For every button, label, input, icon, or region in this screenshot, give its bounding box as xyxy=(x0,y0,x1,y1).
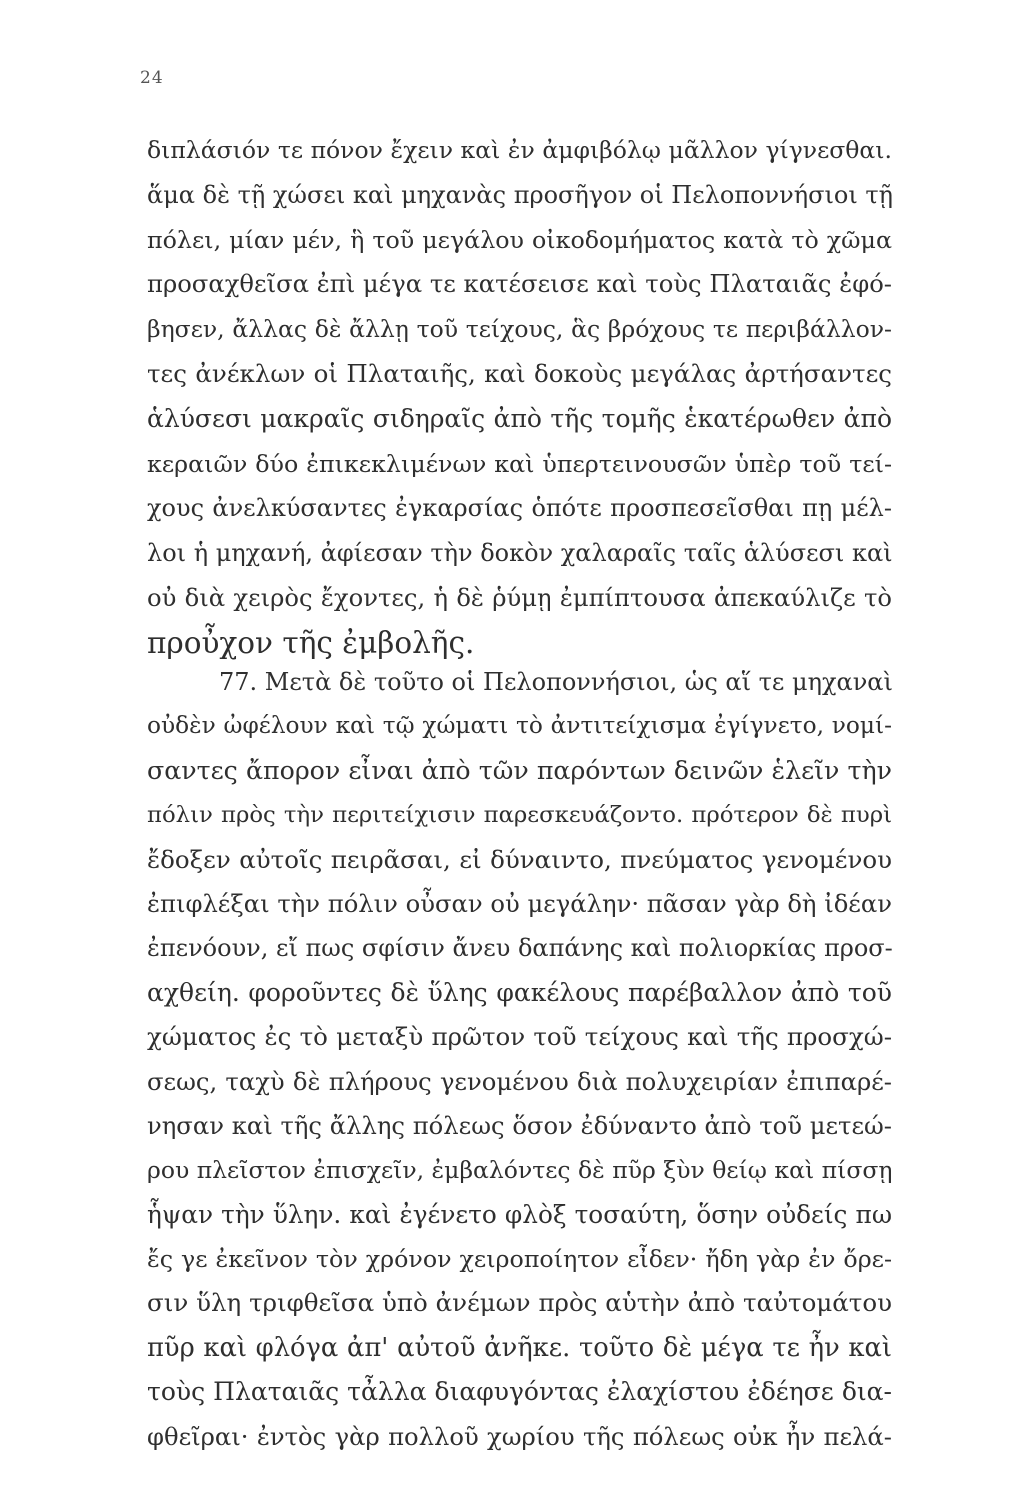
text-line: νησαν καὶ τῆς ἄλλης πόλεως ὅσον ἐδύναντο ἀπὸ τοῦ μετεώ- xyxy=(147,1110,892,1140)
text-line: χώματος ἐς τὸ μεταξὺ πρῶτον τοῦ τείχους καὶ τῆς προσχώ- xyxy=(147,1022,892,1052)
text-line: τες ἀνέκλων οἱ Πλαταιῆς, καὶ δοκοὺς μεγάλας ἀρτήσαντες xyxy=(147,358,892,388)
text-line: ἧψαν τὴν ὕλην. καὶ ἐγένετο φλὸξ τοσαύτη, ὅσην οὐδείς πω xyxy=(147,1199,892,1229)
text-line: ἔδοξεν αὐτοῖς πειρᾶσαι, εἰ δύναιντο, πνεύματος γενομένου xyxy=(147,844,892,874)
text-line: λοι ἡ μηχανή, ἀφίεσαν τὴν δοκὸν χαλαραῖς ταῖς ἁλύσεσι καὶ xyxy=(147,539,893,568)
page-number: 24 xyxy=(140,68,164,88)
text-line: χους ἀνελκύσαντες ἐγκαρσίας ὁπότε προσπεσεῖσθαι πῃ μέλ- xyxy=(147,494,892,523)
text-line: κεραιῶν δύο ἐπικεκλιμένων καὶ ὑπερτεινουσῶν ὑπὲρ τοῦ τεί- xyxy=(147,449,892,478)
text-line: προὖχον τῆς ἐμβολῆς. xyxy=(147,625,475,660)
text-line: βησεν, ἄλλας δὲ ἄλλῃ τοῦ τείχους, ἃς βρόχους τε περιβάλλον- xyxy=(147,315,892,344)
text-line: αχθείη. φοροῦντες δὲ ὕλης φακέλους παρέβαλλον ἀπὸ τοῦ xyxy=(147,977,892,1007)
text-line: ἅμα δὲ τῇ χώσει καὶ μηχανὰς προσῆγον οἱ Πελοποννήσιοι τῇ xyxy=(147,180,894,209)
text-line: τοὺς Πλαταιᾶς τἆλλα διαφυγόντας ἐλαχίστου ἐδέησε δια- xyxy=(147,1377,892,1407)
text-line: οὐδὲν ὠφέλουν καὶ τῷ χώματι τὸ ἀντιτείχισμα ἐγίγνετο, νομί- xyxy=(147,712,892,740)
text-line: ἁλύσεσι μακραῖς σιδηραῖς ἀπὸ τῆς τομῆς ἑκατέρωθεν ἀπὸ xyxy=(147,403,892,433)
text-line: 77. Μετὰ δὲ τοῦτο οἱ Πελοποννήσιοι, ὡς αἵ τε μηχαναὶ xyxy=(219,668,893,696)
text-line: σιν ὕλη τριφθεῖσα ὑπὸ ἀνέμων πρὸς αὑτὴν ἀπὸ ταὐτομάτου xyxy=(147,1288,892,1318)
text-line: ἐπιφλέξαι τὴν πόλιν οὖσαν οὐ μεγάλην· πᾶσαν γὰρ δὴ ἰδέαν xyxy=(147,888,892,918)
paragraph-section-77 xyxy=(147,660,892,1459)
text-line: ἐπενόουν, εἴ πως σφίσιν ἄνευ δαπάνης καὶ πολιορκίας προσ- xyxy=(147,934,893,963)
text-line: διπλάσιόν τε πόνον ἔχειν καὶ ἐν ἀμφιβόλῳ μᾶλλον γίγνεσθαι. xyxy=(147,136,892,164)
paragraph-continued xyxy=(147,128,892,666)
text-line: πόλιν πρὸς τὴν περιτείχισιν παρεσκευάζοντο. πρότερον δὲ πυρὶ xyxy=(147,802,892,829)
text-line: σαντες ἄπορον εἶναι ἀπὸ τῶν παρόντων δεινῶν ἑλεῖν τὴν xyxy=(147,755,892,785)
text-line: προσαχθεῖσα ἐπὶ μέγα τε κατέσεισε καὶ τοὺς Πλαταιᾶς ἐφό- xyxy=(147,269,892,299)
text-line: σεως, ταχὺ δὲ πλήρους γενομένου διὰ πολυχειρίαν ἐπιπαρέ- xyxy=(147,1066,892,1096)
text-line: πῦρ καὶ φλόγα ἀπ' αὐτοῦ ἀνῆκε. τοῦτο δὲ μέγα τε ἦν καὶ xyxy=(147,1332,892,1363)
text-line: ρου πλεῖστον ἐπισχεῖν, ἐμβαλόντες δὲ πῦρ ξὺν θείῳ καὶ πίσσῃ xyxy=(147,1156,893,1185)
text-line: ἔς γε ἐκεῖνον τὸν χρόνον χειροποίητον εἶδεν· ἤδη γὰρ ἐν ὄρε- xyxy=(147,1245,892,1274)
text-line: φθεῖραι· ἐντὸς γὰρ πολλοῦ χωρίου τῆς πόλεως οὐκ ἦν πελά- xyxy=(147,1421,892,1451)
text-line: πόλει, μίαν μέν, ἣ τοῦ μεγάλου οἰκοδομήματος κατὰ τὸ χῶμα xyxy=(147,225,892,254)
text-line: οὐ διὰ χειρὸς ἔχοντες, ἡ δὲ ῥύμῃ ἐμπίπτουσα ἀπεκαύλιζε τὸ xyxy=(147,582,892,612)
